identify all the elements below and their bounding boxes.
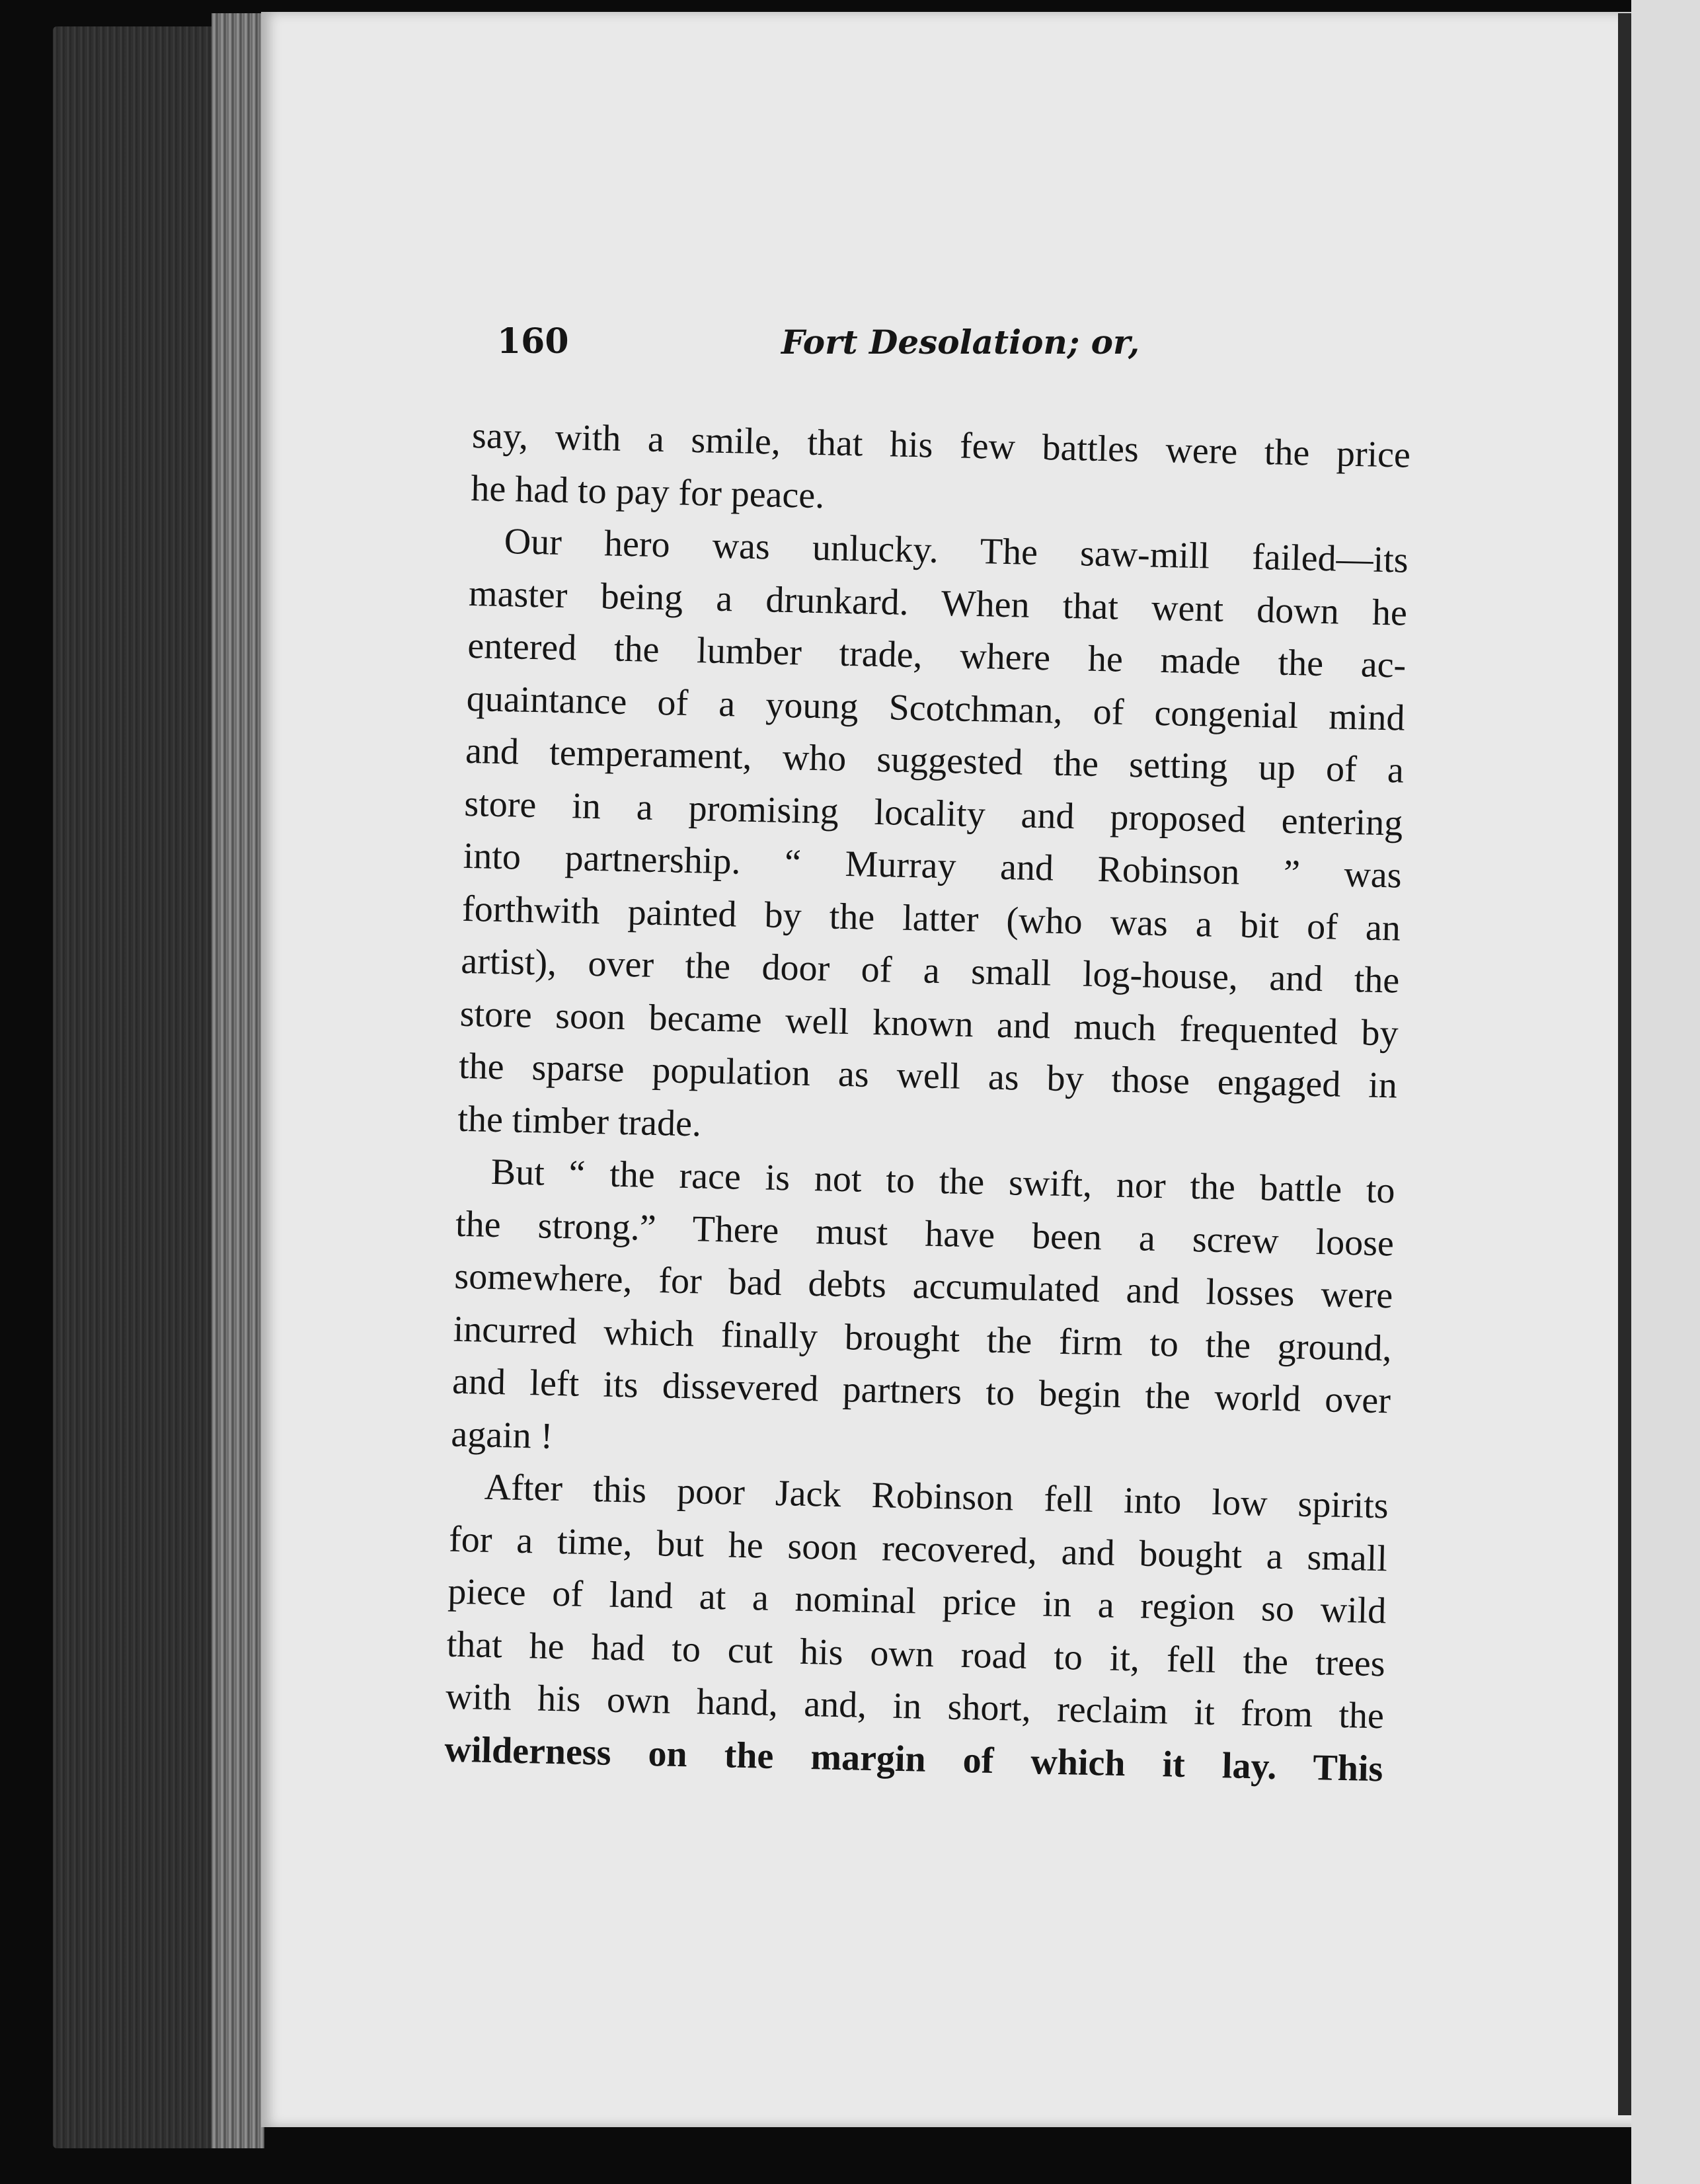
text-line: he had to pay for peace. — [470, 467, 825, 516]
facing-page-margin — [1631, 0, 1700, 2184]
text-line: piece of land at a nominal price in a region so wild — [447, 1571, 1387, 1632]
text-line: somewhere, for bad debts accumulated and losses were — [453, 1255, 1393, 1317]
text-line: store in a promising locality and proposed entering — [463, 783, 1403, 844]
text-line: artist), over the door of a small log-house, and the — [460, 940, 1400, 1001]
running-header — [497, 317, 1436, 377]
text-line: into partnership. “ Murray and Robinson ” was — [463, 835, 1403, 896]
text-line: But “ the race is not to the swift, nor the battle to — [490, 1151, 1396, 1212]
text-line: the sparse population as well as by those engaged in — [458, 1045, 1398, 1107]
facing-page-edge — [1618, 13, 1631, 2115]
text-line: After this poor Jack Robinson fell into low spirits — [484, 1466, 1389, 1527]
text-line: and left its dissevered partners to begin the world over — [451, 1360, 1391, 1422]
text-line: again ! — [450, 1413, 554, 1457]
body-text — [444, 410, 1411, 1795]
page-edges — [212, 13, 264, 2148]
text-line: Our hero was unlucky. The saw-mill failed—its — [504, 521, 1409, 581]
text-line: store soon became well known and much frequented by — [459, 993, 1399, 1054]
running-title: Fort Desolation; or, — [781, 323, 1140, 362]
page-number: 160 — [497, 321, 569, 362]
text-line: entered the lumber trade, where he made the ac- — [467, 625, 1407, 686]
text-line: master being a drunkard. When that went down he — [468, 572, 1408, 634]
text-line: and temperament, who suggested the setting up of a — [465, 730, 1405, 791]
text-line: quaintance of a young Scotchman, of congenial mind — [466, 678, 1406, 739]
text-line: incurred which finally brought the firm to the ground, — [453, 1308, 1393, 1369]
text-line: say, with a smile, that his few battles were the price — [471, 414, 1411, 476]
text-line: forthwith painted by the latter (who was a bit of an — [461, 888, 1401, 949]
text-line: wilderness on the margin of which it lay. This — [444, 1729, 1383, 1789]
text-line: for a time, but he soon recovered, and bought a small — [448, 1518, 1388, 1579]
text-line: the strong.” There must have been a screw loose — [455, 1203, 1395, 1264]
text-line: with his own hand, and, in short, reclaim it from the — [445, 1676, 1385, 1737]
text-line: the timber trade. — [457, 1098, 702, 1144]
text-line: that he had to cut his own road to it, fell the trees — [446, 1623, 1386, 1684]
